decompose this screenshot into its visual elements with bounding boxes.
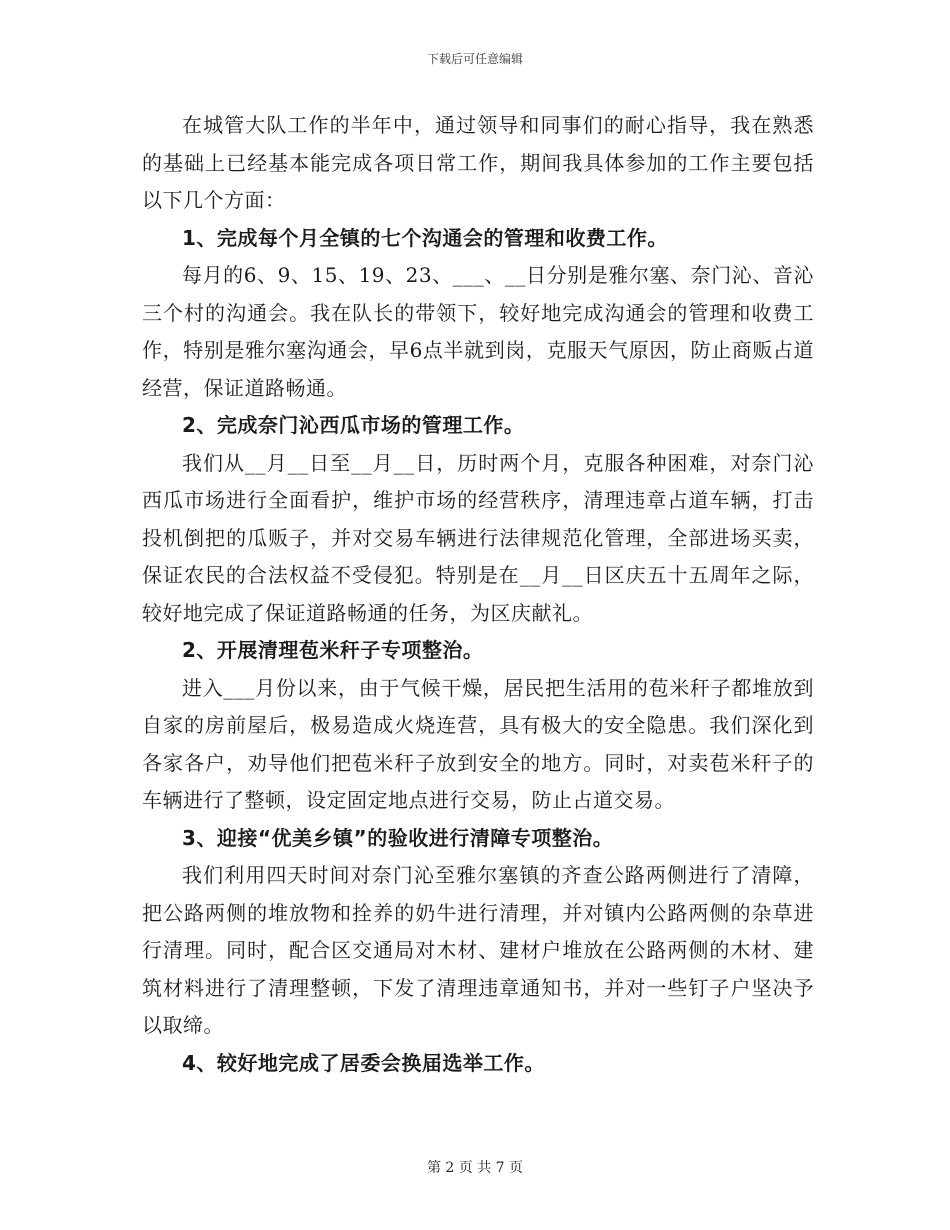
section-heading-1: 1、完成每个月全镇的七个沟通会的管理和收费工作。 xyxy=(182,225,668,250)
section-heading-4: 3、迎接“优美乡镇”的验收进行清障专项整治。 xyxy=(182,825,614,850)
page-number-footer: 第 2 页 共 7 页 xyxy=(426,1160,524,1176)
section-heading-3: 2、开展清理苞米秆子专项整治。 xyxy=(182,638,484,662)
section-paragraph-3: 进入___月份以来，由于气候干燥，居民把生活用的苞米秆子都堆放到自家的房前屋后，极易造成火烧连营，具有极大的安全隐患。我们深化到各家各户，劝导他们把苞米秆子放到安全的地方。同时，对卖苞米秆子的车辆进行了整顿，设定固定地点进行交易，防止占道交易。 xyxy=(142,675,814,812)
section-paragraph-1: 每月的6、9、15、19、23、___、__日分别是雅尔塞、奈门沁、音沁三个村的沟通会。我在队长的带领下，较好地完成沟通会的管理和收费工作，特别是雅尔塞沟通会，早6点半就到岗，克服天气原因，防止商贩占道经营，保证道路畅通。 xyxy=(142,263,814,400)
section-heading-2: 2、完成奈门沁西瓜市场的管理工作。 xyxy=(182,413,525,437)
document-body xyxy=(142,107,814,1082)
page-header-note: 下载后可任意编辑 xyxy=(426,52,523,66)
section-heading-5: 4、较好地完成了居委会换届选举工作。 xyxy=(182,1050,545,1075)
section-paragraph-2: 我们从__月__日至__月__日，历时两个月，克服各种困难，对奈门沁西瓜市场进行全面看护，维护市场的经营秩序，清理违章占道车辆，打击投机倒把的瓜贩子，并对交易车辆进行法律规范化管理，全部进场买卖，保证农民的合法权益不受侵犯。特别是在__月__日区庆五十五周年之际，较好地完成了保证道路畅通的任务，为区庆献礼。 xyxy=(142,450,814,625)
intro-paragraph: 在城管大队工作的半年中，通过领导和同事们的耐心指导，我在熟悉的基础上已经基本能完成各项日常工作，期间我具体参加的工作主要包括以下几个方面： xyxy=(142,113,814,212)
section-paragraph-4: 我们利用四天时间对奈门沁至雅尔塞镇的齐查公路两侧进行了清障，把公路两侧的堆放物和拴养的奶牛进行清理，并对镇内公路两侧的杂草进行清理。同时，配合区交通局对木材、建材户堆放在公路两侧的木材、建筑材料进行了清理整顿，下发了清理违章通知书，并对一些钉子户坚决予以取缔。 xyxy=(142,863,814,1037)
